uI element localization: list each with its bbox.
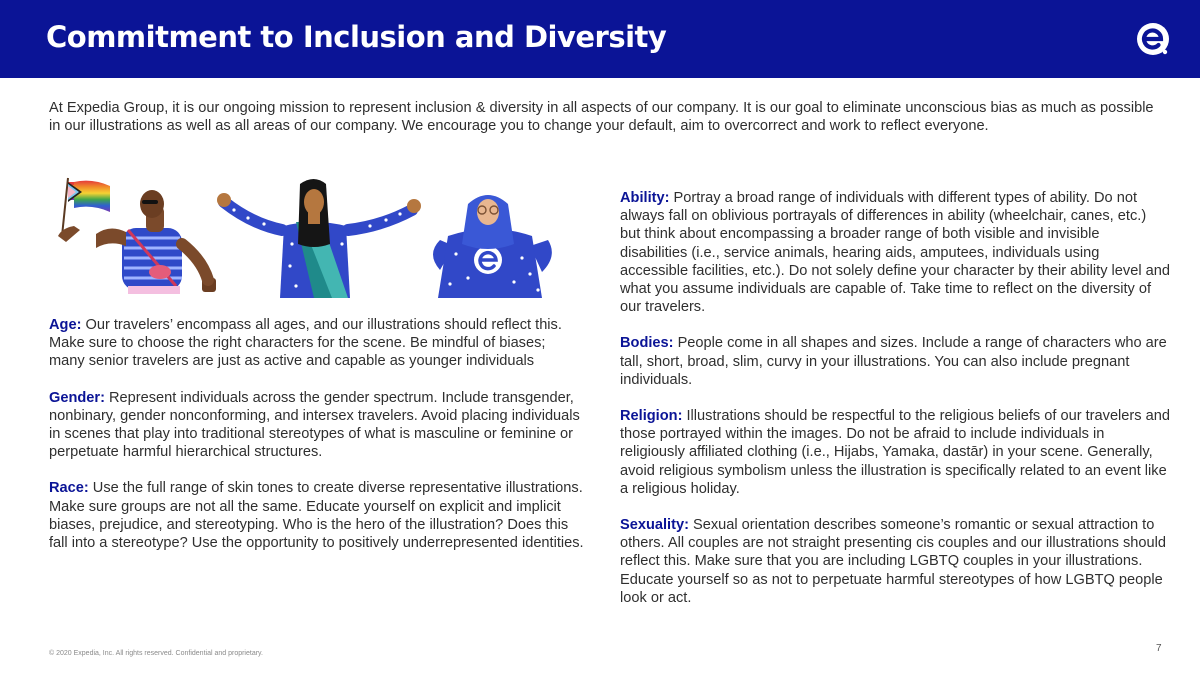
illustrations-group (52, 174, 564, 298)
section-religion (620, 407, 1170, 498)
section-term: Ability: (620, 190, 670, 206)
section-term: Bodies: (620, 335, 674, 352)
woman-arms-outstretched-illustration (217, 179, 421, 298)
section-ability (620, 189, 1170, 316)
section-term: Race: (49, 480, 89, 497)
section-race (49, 479, 584, 552)
person-in-hijab-illustration (433, 195, 552, 298)
section-term: Gender: (49, 389, 105, 406)
section-term: Religion: (620, 408, 683, 425)
section-text: Use the full range of skin tones to create diverse representative illustrations. Make sure groups are not all the same. Educate yourself on explicit and implicit biases, prejudice, and stereotyping. Who is the hero of the illustration? Does this fall into a stereotype? Use the opportunity to positively underrepresented identities. (49, 480, 584, 552)
section-bodies (620, 334, 1170, 389)
person-with-pride-flag-illustration (58, 178, 216, 294)
section-text: Illustrations should be respectful to the religious beliefs of our travelers and those portrayed within the images. Do not be afraid to include individuals in religiously affiliated clothing (i.e., Hijabs, Yamaka, dastār) in your scene. Generally, avoid religious symbolism unless the illustration is specifically related to an event like a religious holiday. (620, 408, 1170, 497)
header-bar (0, 0, 1200, 78)
section-text: People come in all shapes and sizes. Include a range of characters who are tall, short, broad, slim, curvy in your illustrations. You can also include pregnant individuals. (620, 335, 1167, 388)
section-text: Sexual orientation describes someone’s romantic or sexual attraction to others. All couples are not straight presenting cis couples and our illustrations should reflect this. Make sure that you are including LGBTQ couples in your illustrations. Educate yourself so as not to perpetuate harmful stereotypes of how LGBTQ people look or act. (620, 517, 1166, 606)
page-number: 7 (1156, 643, 1162, 654)
left-column (49, 316, 584, 552)
section-term: Sexuality: (620, 517, 689, 534)
copyright-footer: © 2020 Expedia, Inc. All rights reserved. Confidential and proprietary. (49, 650, 263, 657)
right-column (620, 189, 1170, 607)
section-text: Our travelers’ encompass all ages, and our illustrations should reflect this. Make sure to choose the right characters for the scene. Be mindful of biases; many senior travelers are just as active and capable as younger individuals (49, 317, 562, 370)
section-text: Portray a broad range of individuals with different types of ability. Do not always fall on oblivious portrayals of differences in ability (wheelchair, canes, etc.) but think about encompassing a broader range of both visible and invisible disabilities (i.e., service animals, hearing aids, amputees, individuals using accessible facilities, etc.). Do not solely define your character by their ability level and what you assume individuals are capable of. Take time to reflect on the diversity of our travelers. (620, 190, 1170, 316)
section-sexuality (620, 516, 1170, 607)
expedia-e-logo-icon (1136, 22, 1170, 56)
intro-paragraph: At Expedia Group, it is our ongoing mission to represent inclusion & diversity in all aspects of our company. It is our goal to eliminate unconscious bias as much as possible in our illustrations as well as all areas of our company. We encourage you to change your default, aim to overcorrect and work to reflect everyone. (49, 100, 1154, 134)
section-text: Represent individuals across the gender spectrum. Include transgender, nonbinary, gender nonconforming, and intersex travelers. Avoid placing individuals in scenes that play into traditional stereotypes of what is masculine or feminine or perpetuate harmful hierarchical structures. (49, 389, 580, 461)
page-title: Commitment to Inclusion and Diversity (46, 20, 667, 54)
section-term: Age: (49, 317, 82, 333)
section-gender (49, 389, 584, 462)
section-age (49, 316, 584, 371)
